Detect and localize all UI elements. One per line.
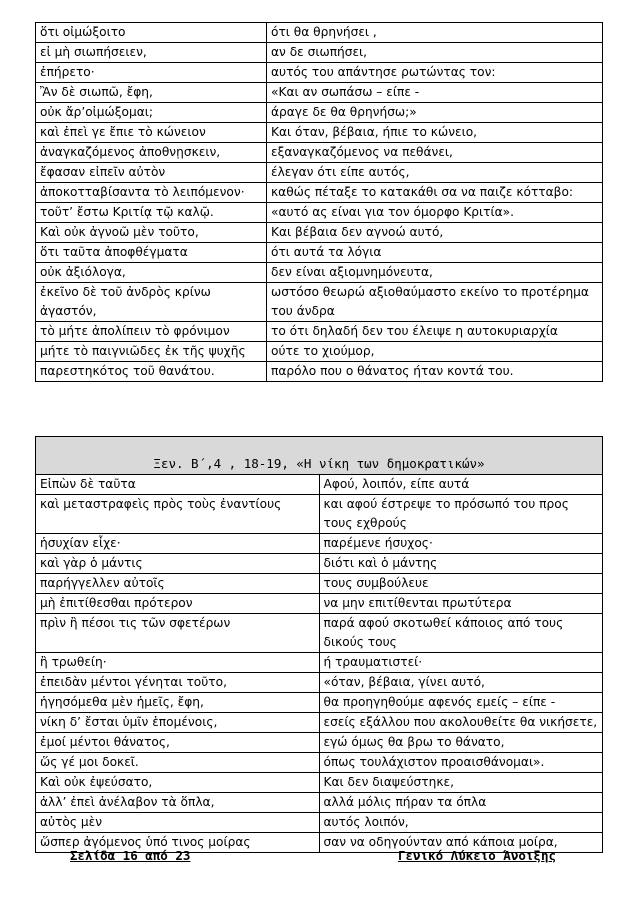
ancient-greek-cell: ἀποκοτταβίσαντα τὸ λειπόμενον·	[36, 183, 267, 203]
ancient-greek-cell: οὐκ ἄρ’οἰμώξομαι;	[36, 103, 267, 123]
ancient-greek-cell: οὐκ ἀξιόλογα,	[36, 263, 267, 283]
ancient-greek-cell: ὅτι οἰμώξοιτο	[36, 23, 267, 43]
table-row	[36, 534, 603, 554]
translation-cell: ή τραυματιστεί·	[319, 653, 603, 673]
table-row	[36, 183, 603, 203]
ancient-greek-cell: Ἂν δὲ σιωπῶ, ἔφη,	[36, 83, 267, 103]
translation-cell: αυτός του απάντησε ρωτώντας τον:	[267, 63, 603, 83]
table-row	[36, 753, 603, 773]
ancient-greek-cell: ἀλλ’ ἐπεὶ ἀνέλαβον τὰ ὅπλα,	[36, 793, 320, 813]
translation-cell: Αφού, λοιπόν, είπε αυτά	[319, 475, 603, 495]
page-number: Σελίδα 16 από 23	[70, 848, 191, 863]
ancient-greek-cell: παρεστηκότος τοῦ θανάτου.	[36, 362, 267, 382]
translation-cell: εγώ όμως θα βρω το θάνατο,	[319, 733, 603, 753]
translation-cell: σαν να οδηγούνταν από κάποια μοίρα,	[319, 833, 603, 853]
translation-cell: τους συμβούλευε	[319, 574, 603, 594]
table-row	[36, 143, 603, 163]
ancient-greek-cell: ὅτι ταῦτα ἀποφθέγματα	[36, 243, 267, 263]
translation-cell: παρόλο που ο θάνατος ήταν κοντά του.	[267, 362, 603, 382]
translation-cell: Και όταν, βέβαια, ήπιε το κώνειο,	[267, 123, 603, 143]
ancient-greek-cell: ἐκεῖνο δὲ τοῦ ἀνδρὸς κρίνω ἀγαστόν,	[36, 283, 267, 322]
translation-cell: ότι αυτά τα λόγια	[267, 243, 603, 263]
table-row	[36, 322, 603, 342]
ancient-greek-cell: ἡγησόμεθα μὲν ἡμεῖς, ἔφη,	[36, 693, 320, 713]
table-row	[36, 223, 603, 243]
table-row	[36, 475, 603, 495]
table-row	[36, 203, 603, 223]
ancient-greek-cell: ἐμοί μέντοι θάνατος,	[36, 733, 320, 753]
translation-cell: δεν είναι αξιομνημόνευτα,	[267, 263, 603, 283]
table-row	[36, 283, 603, 322]
table-row	[36, 713, 603, 733]
table-row	[36, 342, 603, 362]
table-row	[36, 263, 603, 283]
translation-cell: να μην επιτίθενται πρωτύτερα	[319, 594, 603, 614]
table-row	[36, 243, 603, 263]
ancient-greek-cell: ἢ τρωθείη·	[36, 653, 320, 673]
translation-cell: «Και αν σωπάσω – είπε -	[267, 83, 603, 103]
translation-cell: ούτε το χιούμορ,	[267, 342, 603, 362]
table-row	[36, 163, 603, 183]
translation-cell: και αφού έστρεψε το πρόσωπό του προς τους εχθρούς	[319, 495, 603, 534]
translation-cell: Και δεν διαψεύστηκε,	[319, 773, 603, 793]
table-row	[36, 594, 603, 614]
ancient-greek-cell: Καὶ οὐκ ἀγνοῶ μὲν τοῦτο,	[36, 223, 267, 243]
translation-cell: αλλά μόλις πήραν τα όπλα	[319, 793, 603, 813]
table-row	[36, 733, 603, 753]
translation-table-1	[35, 22, 603, 382]
translation-cell: το ότι δηλαδή δεν του έλειψε η αυτοκυριαρχία	[267, 322, 603, 342]
ancient-greek-cell: ἐπήρετο·	[36, 63, 267, 83]
translation-cell: θα προηγηθούμε αφενός εμείς – είπε -	[319, 693, 603, 713]
translation-cell: διότι καὶ ὁ μάντης	[319, 554, 603, 574]
ancient-greek-cell: ὥς γέ μοι δοκεῖ.	[36, 753, 320, 773]
ancient-greek-cell: αὐτὸς μὲν	[36, 813, 320, 833]
table-row	[36, 123, 603, 143]
table-row	[36, 103, 603, 123]
section-header: Ξεν. Β΄,4 , 18-19, «Η νίκη των δημοκρατικών»	[36, 437, 603, 475]
table-row	[36, 23, 603, 43]
school-name: Γενικό Λύκειο Άνοιξης	[397, 848, 556, 863]
translation-cell: αν δε σιωπήσει,	[267, 43, 603, 63]
translation-table-2	[35, 436, 603, 853]
ancient-greek-cell: καὶ μεταστραφεὶς πρὸς τοὺς ἐναντίους	[36, 495, 320, 534]
table-row	[36, 793, 603, 813]
ancient-greek-cell: ἀναγκαζόμενος ἀποθνῃσκειν,	[36, 143, 267, 163]
table-row	[36, 653, 603, 673]
section-header-row	[36, 437, 603, 475]
ancient-greek-cell: Εἰπὼν δὲ ταῦτα	[36, 475, 320, 495]
ancient-greek-cell: τὸ μήτε ἀπολίπειν τὸ φρόνιμον	[36, 322, 267, 342]
ancient-greek-cell: μὴ ἐπιτίθεσθαι πρότερον	[36, 594, 320, 614]
ancient-greek-cell: μήτε τὸ παιγνιῶδες ἐκ τῆς ψυχῆς	[36, 342, 267, 362]
ancient-greek-cell: εἰ μὴ σιωπήσειεν,	[36, 43, 267, 63]
table-row	[36, 554, 603, 574]
translation-cell: εξαναγκαζόμενος να πεθάνει,	[267, 143, 603, 163]
ancient-greek-cell: τοῦτ’ ἔστω Κριτίᾳ τῷ καλῷ.	[36, 203, 267, 223]
translation-cell: άραγε δε θα θρηνήσω;»	[267, 103, 603, 123]
translation-cell: ότι θα θρηνήσει ,	[267, 23, 603, 43]
table-row	[36, 574, 603, 594]
ancient-greek-cell: καὶ γὰρ ὁ μάντις	[36, 554, 320, 574]
table-row	[36, 773, 603, 793]
translation-cell: «αυτό ας είναι για τον όμορφο Κριτία».	[267, 203, 603, 223]
translation-cell: αυτός λοιπόν,	[319, 813, 603, 833]
ancient-greek-cell: Καὶ οὐκ ἐψεύσατο,	[36, 773, 320, 793]
table-row	[36, 693, 603, 713]
translation-cell: ωστόσο θεωρώ αξιοθαύμαστο εκείνο το προτέρημα του άνδρα	[267, 283, 603, 322]
table-row	[36, 813, 603, 833]
translation-cell: εσείς εξάλλου που ακολουθείτε θα νικήσετε,	[319, 713, 603, 733]
ancient-greek-cell: ἔφασαν εἰπεῖν αὐτὸν	[36, 163, 267, 183]
table-row	[36, 43, 603, 63]
translation-cell: «όταν, βέβαια, γίνει αυτό,	[319, 673, 603, 693]
table-row	[36, 83, 603, 103]
ancient-greek-cell: νίκη δ’ ἔσται ὑμῖν ἑπομένοις,	[36, 713, 320, 733]
ancient-greek-cell: καὶ ἐπεὶ γε ἔπιε τὸ κώνειον	[36, 123, 267, 143]
table-row	[36, 614, 603, 653]
translation-cell: έλεγαν ότι είπε αυτός,	[267, 163, 603, 183]
ancient-greek-cell: πρὶν ἢ πέσοι τις τῶν σφετέρων	[36, 614, 320, 653]
ancient-greek-cell: ὥσπερ ἀγόμενος ὑπό τινος μοίρας	[36, 833, 320, 853]
translation-cell: καθώς πέταξε το κατακάθι σα να παιζε κότταβο:	[267, 183, 603, 203]
translation-cell: Και βέβαια δεν αγνοώ αυτό,	[267, 223, 603, 243]
translation-cell: παρέμενε ήσυχος·	[319, 534, 603, 554]
table-row	[36, 362, 603, 382]
translation-cell: παρά αφού σκοτωθεί κάποιος από τους δικούς τους	[319, 614, 603, 653]
ancient-greek-cell: ἐπειδὰν μέντοι γένηται τοῦτο,	[36, 673, 320, 693]
ancient-greek-cell: ἡσυχίαν εἶχε·	[36, 534, 320, 554]
translation-cell: όπως τουλάχιστον προαισθάνομαι».	[319, 753, 603, 773]
ancient-greek-cell: παρήγγελλεν αὐτοῖς	[36, 574, 320, 594]
table-row	[36, 63, 603, 83]
table-row	[36, 673, 603, 693]
table-row	[36, 495, 603, 534]
